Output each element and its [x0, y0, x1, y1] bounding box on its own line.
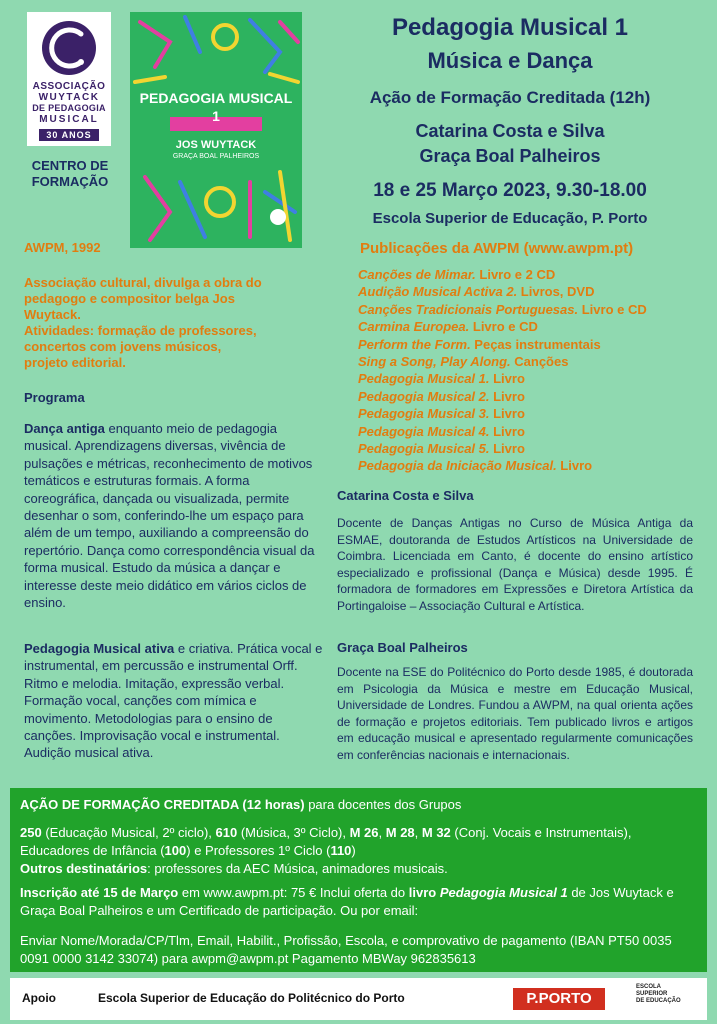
awpm-desc-line: Associação cultural, divulga a obra do — [24, 275, 262, 290]
publicacoes-heading: Publicações da AWPM (www.awpm.pt) — [360, 240, 634, 257]
group-m28: M 28 — [385, 825, 415, 840]
centro-line-2: FORMAÇÃO — [31, 174, 109, 189]
event-title: Pedagogia Musical 1 — [391, 14, 629, 41]
registration-text-2: de Jos Wuytack e Graça Boal Palheiros e um Certificado de participação. Ou por email: — [20, 885, 674, 918]
catarina-bio-text: Docente de Danças Antigas no Curso de Música Antiga da ESMAE, doutoranda de Estudos Artísticos na Universidade de Coimbra. Licenciada em Canto, é docente do ensino artístico especializado e profissional (Dança e Música) desde 1995. É formadora de formadores em Expressões e Diretora Artística da Portingaloise – Associação Cultural e Artística. — [337, 516, 693, 613]
publication-desc: Livros, DVD — [517, 284, 595, 300]
ese-logo-line: SUPERIOR — [636, 991, 668, 997]
publication-desc: Livro — [489, 371, 525, 387]
pedagogia-heading: Pedagogia Musical ativa — [24, 641, 175, 656]
publication-title: Pedagogia Musical 3. — [358, 406, 490, 422]
publication-item — [358, 388, 708, 405]
catarina-bio-name: Catarina Costa e Silva — [337, 488, 474, 503]
publication-item — [358, 318, 708, 335]
band-heading-text: para docentes dos Grupos — [304, 797, 462, 812]
awpm-logo — [27, 12, 111, 146]
publication-item — [358, 266, 708, 283]
publication-desc: Livro e CD — [578, 301, 647, 317]
publication-desc: Peças instrumentais — [470, 336, 601, 352]
band-payment-info: Enviar Nome/Morada/CP/Tlm, Email, Habilit., Profissão, Escola, e comprovativo de pagamento (IBAN PT50 0035 0091 0000 3142 33074) para awpm@awpm.pt Pagamento MBWay 962835613 — [20, 933, 672, 966]
cover-number: 1 — [212, 108, 220, 124]
trainer-2: Graça Boal Palheiros — [419, 146, 601, 166]
programa-pedagogia-paragraph — [24, 640, 324, 762]
outros-label: Outros destinatários — [20, 861, 148, 876]
publication-item — [358, 336, 708, 353]
publication-desc: Livro — [489, 423, 525, 439]
publication-title: Pedagogia da Iniciação Musical. — [358, 458, 557, 474]
publication-title: Canções Tradicionais Portuguesas. — [358, 301, 579, 317]
group-250-text: (Educação Musical, 2º ciclo), — [41, 825, 216, 840]
pedagogia-text: e criativa. Prática vocal e instrumental, em percussão e instrumental Orff. Ritmo e melodia. Imitação, expressão verbal. Formação vocal, canções com mímica e movimento. Metodologias para o ensino de canções. Improvisação vocal e instrumental. Audição musical ativa. — [24, 641, 323, 761]
registration-deadline: Inscrição até 15 de Março — [20, 885, 179, 900]
publication-title: Pedagogia Musical 4. — [358, 423, 490, 439]
publication-desc: Livro e 2 CD — [475, 267, 556, 282]
awpm-logo-mark-icon — [41, 20, 97, 76]
group-610: 610 — [215, 825, 238, 840]
danca-text: enquanto meio de pedagogia musical. Aprendizagens diversas, vivência de pulsações e métricas, reconhecimento de motivos temáticos e estruturas formais. A forma coreográfica, dançada ou visualizada, permite desenhar o som, conferindo-lhe um espaço para além de um tempo, auxiliando a compreensão do repertório. Dança como correspondência visual da forma musical. Estudo da música a dançar e interesse deste meio didático em vários ciclos de ensino. — [24, 421, 315, 611]
centro-line-1: CENTRO DE — [31, 158, 109, 173]
publication-title: Pedagogia Musical 1. — [358, 371, 490, 387]
book-offer-label: livro — [408, 885, 437, 900]
publication-item — [358, 370, 708, 387]
ese-logo — [636, 984, 686, 1005]
band-registration — [20, 884, 700, 920]
publication-item — [358, 423, 708, 440]
publication-desc: Livro — [489, 406, 525, 422]
group-m32: M 32 — [421, 825, 451, 840]
course-info-band — [10, 788, 707, 972]
centro-formacao — [20, 158, 120, 190]
group-100: 100 — [164, 843, 187, 858]
group-110: 110 — [330, 843, 352, 858]
cover-title: PEDAGOGIA MUSICAL — [139, 90, 293, 106]
publication-item — [358, 301, 708, 318]
band-heading: AÇÃO DE FORMAÇÃO CREDITADA (12 horas) — [20, 797, 305, 812]
group-110-end: ) — [351, 843, 356, 858]
ese-logo-line: DE EDUCAÇÃO — [636, 998, 681, 1004]
publication-desc: Livro — [489, 388, 525, 404]
publication-item — [358, 440, 708, 457]
band-heading-line — [20, 796, 700, 814]
logo-line-3: DE PEDAGOGIA — [32, 103, 106, 113]
publication-desc: Livro e CD — [469, 319, 538, 335]
programa-heading: Programa — [24, 390, 85, 405]
footer-sponsor-name: Escola Superior de Educação do Politécnico do Porto — [98, 991, 405, 1005]
publication-title: Carmina Europea. — [358, 319, 470, 335]
publication-desc: Livro — [489, 441, 525, 457]
group-250: 250 — [20, 825, 42, 840]
logo-line-4: MUSICAL — [39, 114, 99, 125]
book-cover — [130, 12, 302, 248]
publication-title: Pedagogia Musical 5. — [358, 441, 490, 457]
pporto-logo: P.PORTO — [513, 988, 605, 1010]
publication-title: Canções de Mimar. — [358, 267, 476, 282]
programa-danca-paragraph — [24, 420, 324, 611]
band-groups — [20, 824, 700, 878]
footer-apoio-label: Apoio — [22, 991, 56, 1005]
group-sep: , — [378, 825, 386, 840]
publication-title: Sing a Song, Play Along. — [358, 354, 511, 370]
cover-coauthor: GRAÇA BOAL PALHEIROS — [172, 153, 260, 160]
group-610-text: (Música, 3º Ciclo), — [237, 825, 350, 840]
cover-author: JOS WUYTACK — [175, 139, 257, 151]
outros-text: : professores da AEC Música, animadores musicais. — [147, 861, 448, 876]
awpm-desc-line: projeto editorial. — [24, 355, 126, 370]
logo-line-2: WUYTACK — [38, 92, 100, 103]
publication-desc: Canções — [510, 354, 569, 370]
cover-instruments-illustration — [130, 12, 302, 248]
event-subtitle: Música e Dança — [427, 48, 593, 73]
publication-title: Audição Musical Activa 2. — [358, 284, 518, 300]
ese-logo-line: ESCOLA — [636, 984, 662, 990]
awpm-desc-line: pedagogo e compositor belga Jos — [24, 291, 235, 306]
danca-heading: Dança antiga — [24, 421, 105, 436]
publication-title: Pedagogia Musical 2. — [358, 388, 490, 404]
group-sep: , — [414, 825, 422, 840]
event-venue: Escola Superior de Educação, P. Porto — [372, 210, 648, 227]
logo-line-1: ASSOCIAÇÃO — [32, 81, 106, 92]
group-m26: M 26 — [349, 825, 379, 840]
publication-item — [358, 457, 708, 474]
awpm-desc-line: concertos com jovens músicos, — [24, 339, 222, 354]
group-100-text: ) e Professores 1º Ciclo ( — [186, 843, 331, 858]
course-type: Ação de Formação Creditada (12h) — [369, 88, 651, 107]
group-m-text: (Conj. Vocais e Instrumentais), Educadores de Infância ( — [20, 825, 632, 858]
trainer-1: Catarina Costa e Silva — [415, 121, 605, 141]
event-dates: 18 e 25 Março 2023, 9.30-18.00 — [373, 180, 647, 201]
publication-item — [358, 283, 708, 300]
publication-item — [358, 405, 708, 422]
awpm-label: AWPM, 1992 — [24, 240, 101, 255]
registration-text: em www.awpm.pt: 75 € Inclui oferta do — [178, 885, 409, 900]
awpm-desc-line: Atividades: formação de professores, — [24, 323, 257, 338]
publicacoes-list — [358, 266, 708, 475]
awpm-desc-line: Wuytack. — [24, 307, 81, 322]
graca-bio-text: Docente na ESE do Politécnico do Porto desde 1985, é doutorada em Psicologia da Música e mestre em Educação Musical, Universidade de Londres. Fundou a AWPM, na qual orienta ações de formação e projetos editoriais. Tem publicado livros e artigos em educação musical e apresentado regularmente comunicações em conferências nacionais e internacionais. — [337, 665, 693, 762]
footer — [10, 978, 707, 1020]
logo-years-badge: 30 ANOS — [39, 129, 99, 141]
publication-title: Perform the Form. — [358, 336, 471, 352]
publication-item — [358, 353, 708, 370]
publication-desc: Livro — [556, 458, 593, 474]
awpm-description — [24, 275, 324, 371]
graca-bio-name: Graça Boal Palheiros — [337, 640, 468, 655]
book-offer-title: Pedagogia Musical 1 — [436, 885, 568, 900]
